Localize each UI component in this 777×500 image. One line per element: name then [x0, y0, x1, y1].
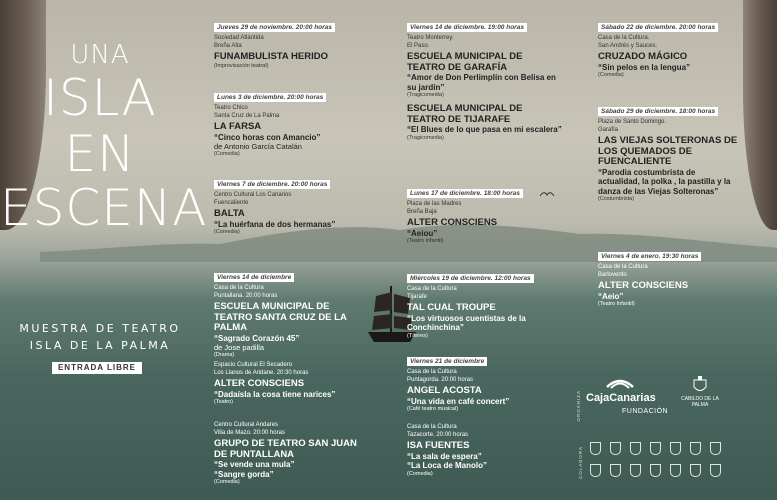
title-line-4: ESCENA [0, 179, 208, 237]
event-troupe: LAS VIEJAS SOLTERONAS DE LOS QUEMADOS DE FUENCALIENTE [598, 135, 738, 167]
event-venue: Plaza de las Madres [407, 201, 462, 207]
event-genre: (Comedia) [214, 151, 240, 157]
organiza-label: ORGANIZA [576, 390, 581, 422]
event-1 [214, 86, 384, 158]
event-troupe: FUNAMBULISTA HERIDO [214, 51, 328, 62]
event-genre: (Café teatro musical) [407, 406, 459, 412]
event-venue-town: Santa Cruz de La Palma [214, 112, 280, 119]
event-venue-town: Barlovento [598, 271, 627, 278]
event-genre: (Comedia) [407, 470, 433, 477]
event-13 [598, 100, 738, 203]
event-0 [214, 16, 384, 70]
municipal-crest-icon [670, 464, 681, 477]
event-date: Viernes 14 de diciembre. 19:00 horas [407, 23, 527, 32]
event-venue: Teatro Chico [214, 105, 248, 111]
municipal-crest-icon [610, 442, 621, 455]
event-venue-town: Breña Baja [407, 208, 437, 215]
municipal-crests-row-1 [590, 442, 721, 455]
event-venue: Plaza de Santo Domingo. [598, 119, 667, 125]
right-cliff [743, 0, 777, 230]
event-genre: (Drama) [214, 352, 235, 358]
event-genre: (Comedia) [214, 479, 240, 485]
municipal-crests-row-2 [590, 464, 721, 477]
event-venue: Casa de la Cultura. [598, 35, 650, 41]
event-venue-town: Tazacorte. 20:00 horas [407, 431, 469, 438]
cabildo-logo [680, 376, 720, 408]
event-venue-town: Puntallana. 20:00 horas [214, 292, 278, 299]
event-work: “La huérfana de dos hermanas” [214, 219, 336, 229]
event-venue-town: Tijarafe [407, 293, 427, 300]
fundacion-label: FUNDACIÓN [622, 408, 669, 415]
event-work: “Los virtuosos cuentistas de la Conchinchina” [407, 313, 526, 332]
event-troupe: CRUZADO MÁGICO [598, 51, 688, 62]
municipal-crest-icon [630, 442, 641, 455]
cajacanarias-logo-icon [585, 375, 655, 391]
municipal-crest-icon [710, 442, 721, 455]
event-troupe: ALTER CONSCIENS [214, 378, 305, 389]
event-troupe: BALTA [214, 208, 245, 219]
free-entry-badge: ENTRADA LIBRE [52, 362, 142, 374]
event-troupe: TAL CUAL TROUPE [407, 302, 496, 313]
sponsor-block [576, 370, 770, 490]
event-venue: Casa de la Cultura [214, 285, 264, 291]
event-work: “Aeio” [598, 291, 624, 301]
event-work: “Aeiou” [407, 228, 438, 238]
event-work-2: “La Loca de Manolo” [407, 461, 488, 470]
event-date: Lunes 17 de diciembre. 18:00 horas [407, 189, 523, 198]
cabildo-label: CABILDO DE LA PALMA [681, 396, 719, 408]
municipal-crest-icon [690, 464, 701, 477]
event-venue: Casa de la Cultura [407, 424, 457, 430]
event-7 [407, 102, 562, 142]
event-date: Viernes 21 de diciembre [407, 357, 487, 366]
colabora-label: COLABORA [578, 446, 583, 480]
event-3 [214, 266, 364, 359]
event-12 [598, 16, 738, 79]
title-line-3: EN [64, 125, 136, 183]
event-venue: Casa de la Cultura [598, 264, 648, 270]
event-venue: Casa de la Cultura [407, 286, 457, 292]
event-venue: Teatro Monterrey. [407, 35, 454, 41]
event-venue: Centro Cultural Los Canarios [214, 192, 292, 198]
event-work: “Cinco horas con Amancio” [214, 132, 321, 142]
event-6 [407, 16, 562, 99]
event-date: Viernes 4 de enero. 19:30 horas [598, 252, 701, 261]
event-troupe: ALTER CONSCIENS [407, 217, 498, 228]
event-venue-town: Los Llanos de Aridane. 20:30 horas [214, 369, 309, 376]
event-venue-town: Villa de Mazo. 20:00 horas [214, 429, 285, 436]
event-genre: (Títeres) [407, 332, 428, 339]
event-work: “Parodia costumbrista de actualidad, la polka , la pastilla y la danza de las Viejas Solteronas” [598, 167, 731, 196]
municipal-crest-icon [630, 464, 641, 477]
subtitle-line-2: ISLA DE LA PALMA [29, 339, 171, 352]
cabildo-crest-icon [693, 376, 707, 394]
event-venue-town: Breña Alta [214, 42, 242, 49]
event-work: “Sin pelos en la lengua” [598, 62, 691, 72]
event-venue: Espacio Cultural El Secadero [214, 362, 293, 368]
municipal-crest-icon [650, 442, 661, 455]
municipal-crest-icon [590, 442, 601, 455]
title-line-2: ISLA [43, 69, 157, 127]
event-author: de Jose padilla [214, 343, 265, 352]
event-venue: Sociedad Atlántida [214, 35, 264, 41]
subtitle-line-1: MUESTRA DE TEATRO [19, 322, 181, 335]
event-troupe: ISA FUENTES [407, 440, 470, 451]
municipal-crest-icon [710, 464, 721, 477]
event-14 [598, 245, 738, 308]
event-troupe: ANGEL ACOSTA [407, 385, 482, 396]
event-10 [407, 350, 562, 413]
cajacanarias-name: CajaCanarias [586, 392, 656, 404]
event-date: Viernes 14 de diciembre [214, 273, 294, 282]
event-work: “Amor de Don Perlimplín con Belisa en su jardín” [407, 73, 556, 92]
event-date: Jueves 29 de noviembre. 20:00 horas [214, 23, 335, 32]
municipal-crest-icon [650, 464, 661, 477]
event-author: de Antonio García Catalán [214, 142, 302, 151]
event-troupe: LA FARSA [214, 121, 262, 132]
event-work: “Sagrado Corazón 45” [214, 333, 300, 343]
event-2 [214, 173, 384, 236]
event-11 [407, 424, 562, 478]
event-work: “Dadaísla la cosa tiene narices” [214, 389, 336, 399]
event-venue: Centro Cultural Andares [214, 422, 279, 428]
event-troupe: ESCUELA MUNICIPAL DE TEATRO DE TIJARAFE [407, 103, 523, 125]
event-work: “El Blues de lo que pasa en mi escalera” [407, 125, 562, 134]
event-5 [214, 422, 369, 486]
municipal-crest-icon [590, 464, 601, 477]
event-venue-town: Fuencaliente [214, 199, 249, 206]
event-9 [407, 267, 562, 340]
event-date: Sábado 29 de diciembre. 18:00 horas [598, 107, 718, 116]
event-genre: (Tragicomedia) [407, 134, 444, 141]
event-genre: (Tragicomedia) [407, 92, 444, 98]
municipal-crest-icon [670, 442, 681, 455]
event-date: Sábado 22 de diciembre. 20:00 horas [598, 23, 718, 32]
event-venue-town: El Paso. [407, 42, 430, 49]
title-line-1: UNA [70, 40, 130, 70]
event-work: “Se vende una mula” [214, 460, 295, 469]
event-date: Lunes 3 de diciembre. 20:00 horas [214, 93, 326, 102]
event-venue: Casa de la Cultura [407, 369, 457, 375]
event-troupe: ESCUELA MUNICIPAL DE TEATRO SANTA CRUZ DE LA PALMA [214, 301, 347, 333]
event-venue-town: Garafía [598, 126, 619, 133]
event-troupe: ALTER CONSCIENS [598, 280, 689, 291]
event-work: “Una vida en café concert” [407, 396, 510, 406]
event-genre: (Comedia) [598, 72, 624, 78]
event-venue-town: Puntagorda. 20:00 horas [407, 376, 474, 383]
municipal-crest-icon [690, 442, 701, 455]
event-genre: (Teatro infantil) [407, 238, 444, 244]
event-genre: (Costumbrista) [598, 196, 635, 202]
event-date: Viernes 7 de diciembre. 20:00 horas [214, 180, 330, 189]
event-genre: (Comedia) [214, 229, 240, 235]
event-venue-town: San Andrés y Sauces. [598, 42, 658, 49]
event-genre: (Teatro) [214, 399, 233, 405]
event-genre: (Improvisación teatral) [214, 62, 269, 69]
event-date: Miércoles 19 de diciembre. 12:00 horas [407, 274, 534, 283]
event-troupe: GRUPO DE TEATRO SAN JUAN DE PUNTALLANA [214, 438, 357, 460]
event-4 [214, 362, 364, 406]
event-troupe: ESCUELA MUNICIPAL DE TEATRO DE GARAFÍA [407, 51, 523, 73]
event-work-2: “Sangre gorda” [214, 469, 274, 479]
event-work: “La sala de espera” [407, 451, 482, 461]
event-genre: (Teatro Infantil) [598, 301, 635, 307]
municipal-crest-icon [610, 464, 621, 477]
event-8 [407, 182, 562, 245]
